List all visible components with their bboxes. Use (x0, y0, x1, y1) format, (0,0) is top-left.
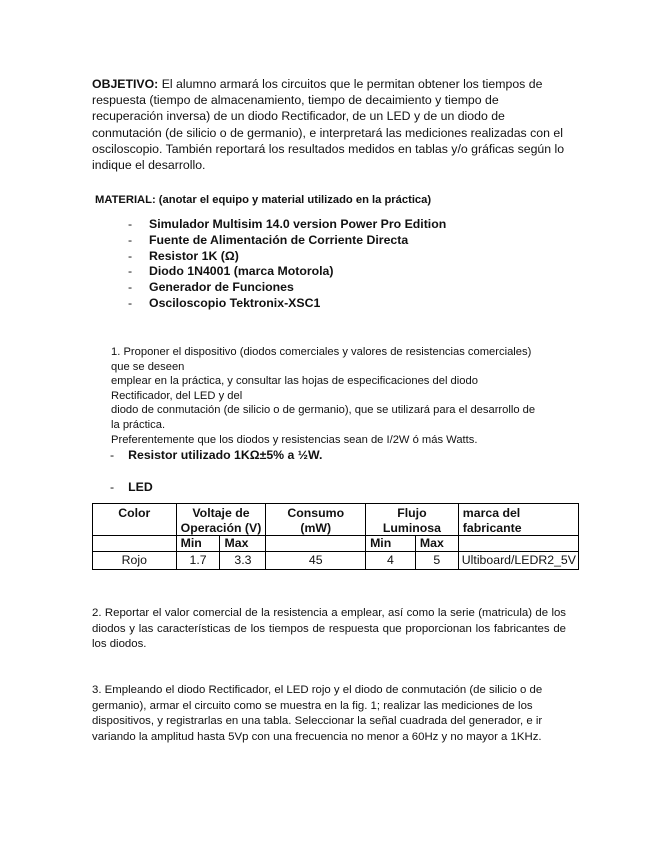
bullet-dash: - (110, 448, 115, 462)
cell-f-min: 4 (366, 551, 416, 569)
material-list (128, 217, 446, 312)
led-table (92, 503, 579, 570)
step1-line: la práctica. (111, 418, 166, 431)
col-header-voltaje: Voltaje de Operación (V) (176, 504, 266, 536)
material-item-label: Resistor 1K (Ω) (149, 248, 239, 263)
objective-label: OBJETIVO: (92, 77, 159, 91)
list-item (128, 280, 446, 296)
table-header-row (93, 504, 579, 536)
resistor-used-label: Resistor utilizado 1KΩ±5% a ½W. (128, 448, 323, 462)
col-header-consumo: Consumo (mW) (266, 504, 366, 536)
step2-paragraph: 2. Reportar el valor comercial de la resistencia a emplear, así como la serie (matricula) de los diodos y las características de los tiempos de respuesta que proporcionan los fabricantes de los diodos. (92, 607, 566, 651)
list-item (128, 264, 446, 280)
material-heading: MATERIAL: (anotar el equipo y material utilizado en la práctica) (95, 194, 432, 206)
cell-color: Rojo (93, 551, 177, 569)
col-header-marca: marca del fabricante (458, 504, 578, 536)
subheader-max: Max (220, 536, 266, 552)
step1-line: emplear en la práctica, y consultar las hojas de especificaciones del diodo (111, 375, 478, 388)
col-header-color: Color (93, 504, 177, 536)
list-item (128, 233, 446, 249)
material-item-label: Generador de Funciones (149, 280, 294, 295)
material-item-label: Diodo 1N4001 (marca Motorola) (149, 264, 334, 279)
step1-line: Rectificador, del LED y del (111, 389, 243, 402)
bullet-dash: - (128, 232, 133, 247)
cell-consumo: 45 (266, 551, 366, 569)
step1-line: Preferentemente que los diodos y resistencias sean de I/2W ó más Watts. (111, 433, 478, 446)
material-item-label: Simulador Multisim 14.0 version Power Pro Edition (149, 217, 447, 231)
empty-cell (458, 536, 578, 552)
subheader-min: Min (176, 536, 220, 552)
step3-paragraph: 3. Empleando el diodo Rectificador, el LED rojo y el diodo de conmutación (de silicio o de germanio), armar el circuito como se muestra en la fig. 1; realizar las mediciones de los dispositivos, y registrarlas en una tabla. Seleccionar la señal cuadrada del generador, e ir variando la amplitud hasta 5Vp con una frecuencia no menor a 60Hz y no mayor a 1KHz. (92, 684, 543, 743)
step1-line: 1. Proponer el dispositivo (diodos comerciales y valores de resistencias comerciales) (111, 346, 532, 358)
cell-f-max: 5 (415, 551, 458, 569)
bullet-dash: - (128, 248, 133, 263)
cell-v-min: 1.7 (176, 551, 220, 569)
step1-line: diodo de conmutación (de silicio o de germanio), que se utilizará para el desarrollo de (111, 404, 536, 417)
list-item (128, 217, 446, 233)
empty-cell (266, 536, 366, 552)
objective-paragraph (92, 76, 572, 173)
empty-cell (93, 536, 177, 552)
table-row (93, 551, 579, 569)
led-heading (110, 480, 153, 494)
material-item-label: Fuente de Alimentación de Corriente Directa (149, 232, 409, 247)
step1-line: que se deseen (111, 360, 185, 373)
bullet-dash: - (128, 264, 133, 279)
objective-text: El alumno armará los circuitos que le permitan obtener los tiempos de respuesta (tiempo de almacenamiento, tiempo de decaimiento y tiempo de recuperación inversa) de un diodo Rectificador, de un LED y de un diodo de conmutación (de silicio o de germanio), e interpretará las mediciones realizadas con el osciloscopio. También reportará los resultados medidos en tablas y/o gráficas según lo indique el desarrollo. (92, 77, 565, 173)
led-heading-label: LED (128, 480, 153, 494)
resistor-used (110, 448, 322, 462)
cell-v-max: 3.3 (220, 551, 266, 569)
step1-paragraph (111, 345, 561, 447)
bullet-dash: - (110, 480, 115, 494)
list-item (128, 249, 446, 265)
list-item (128, 296, 446, 312)
material-item-label: Osciloscopio Tektronix-XSC1 (149, 295, 321, 310)
cell-marca: Ultiboard/LEDR2_5V (458, 551, 578, 569)
col-header-flujo: Flujo Luminosa (366, 504, 459, 536)
bullet-dash: - (128, 217, 133, 231)
table-subheader-row (93, 536, 579, 552)
subheader-min: Min (366, 536, 416, 552)
bullet-dash: - (128, 280, 133, 295)
subheader-max: Max (415, 536, 458, 552)
bullet-dash: - (128, 295, 133, 310)
